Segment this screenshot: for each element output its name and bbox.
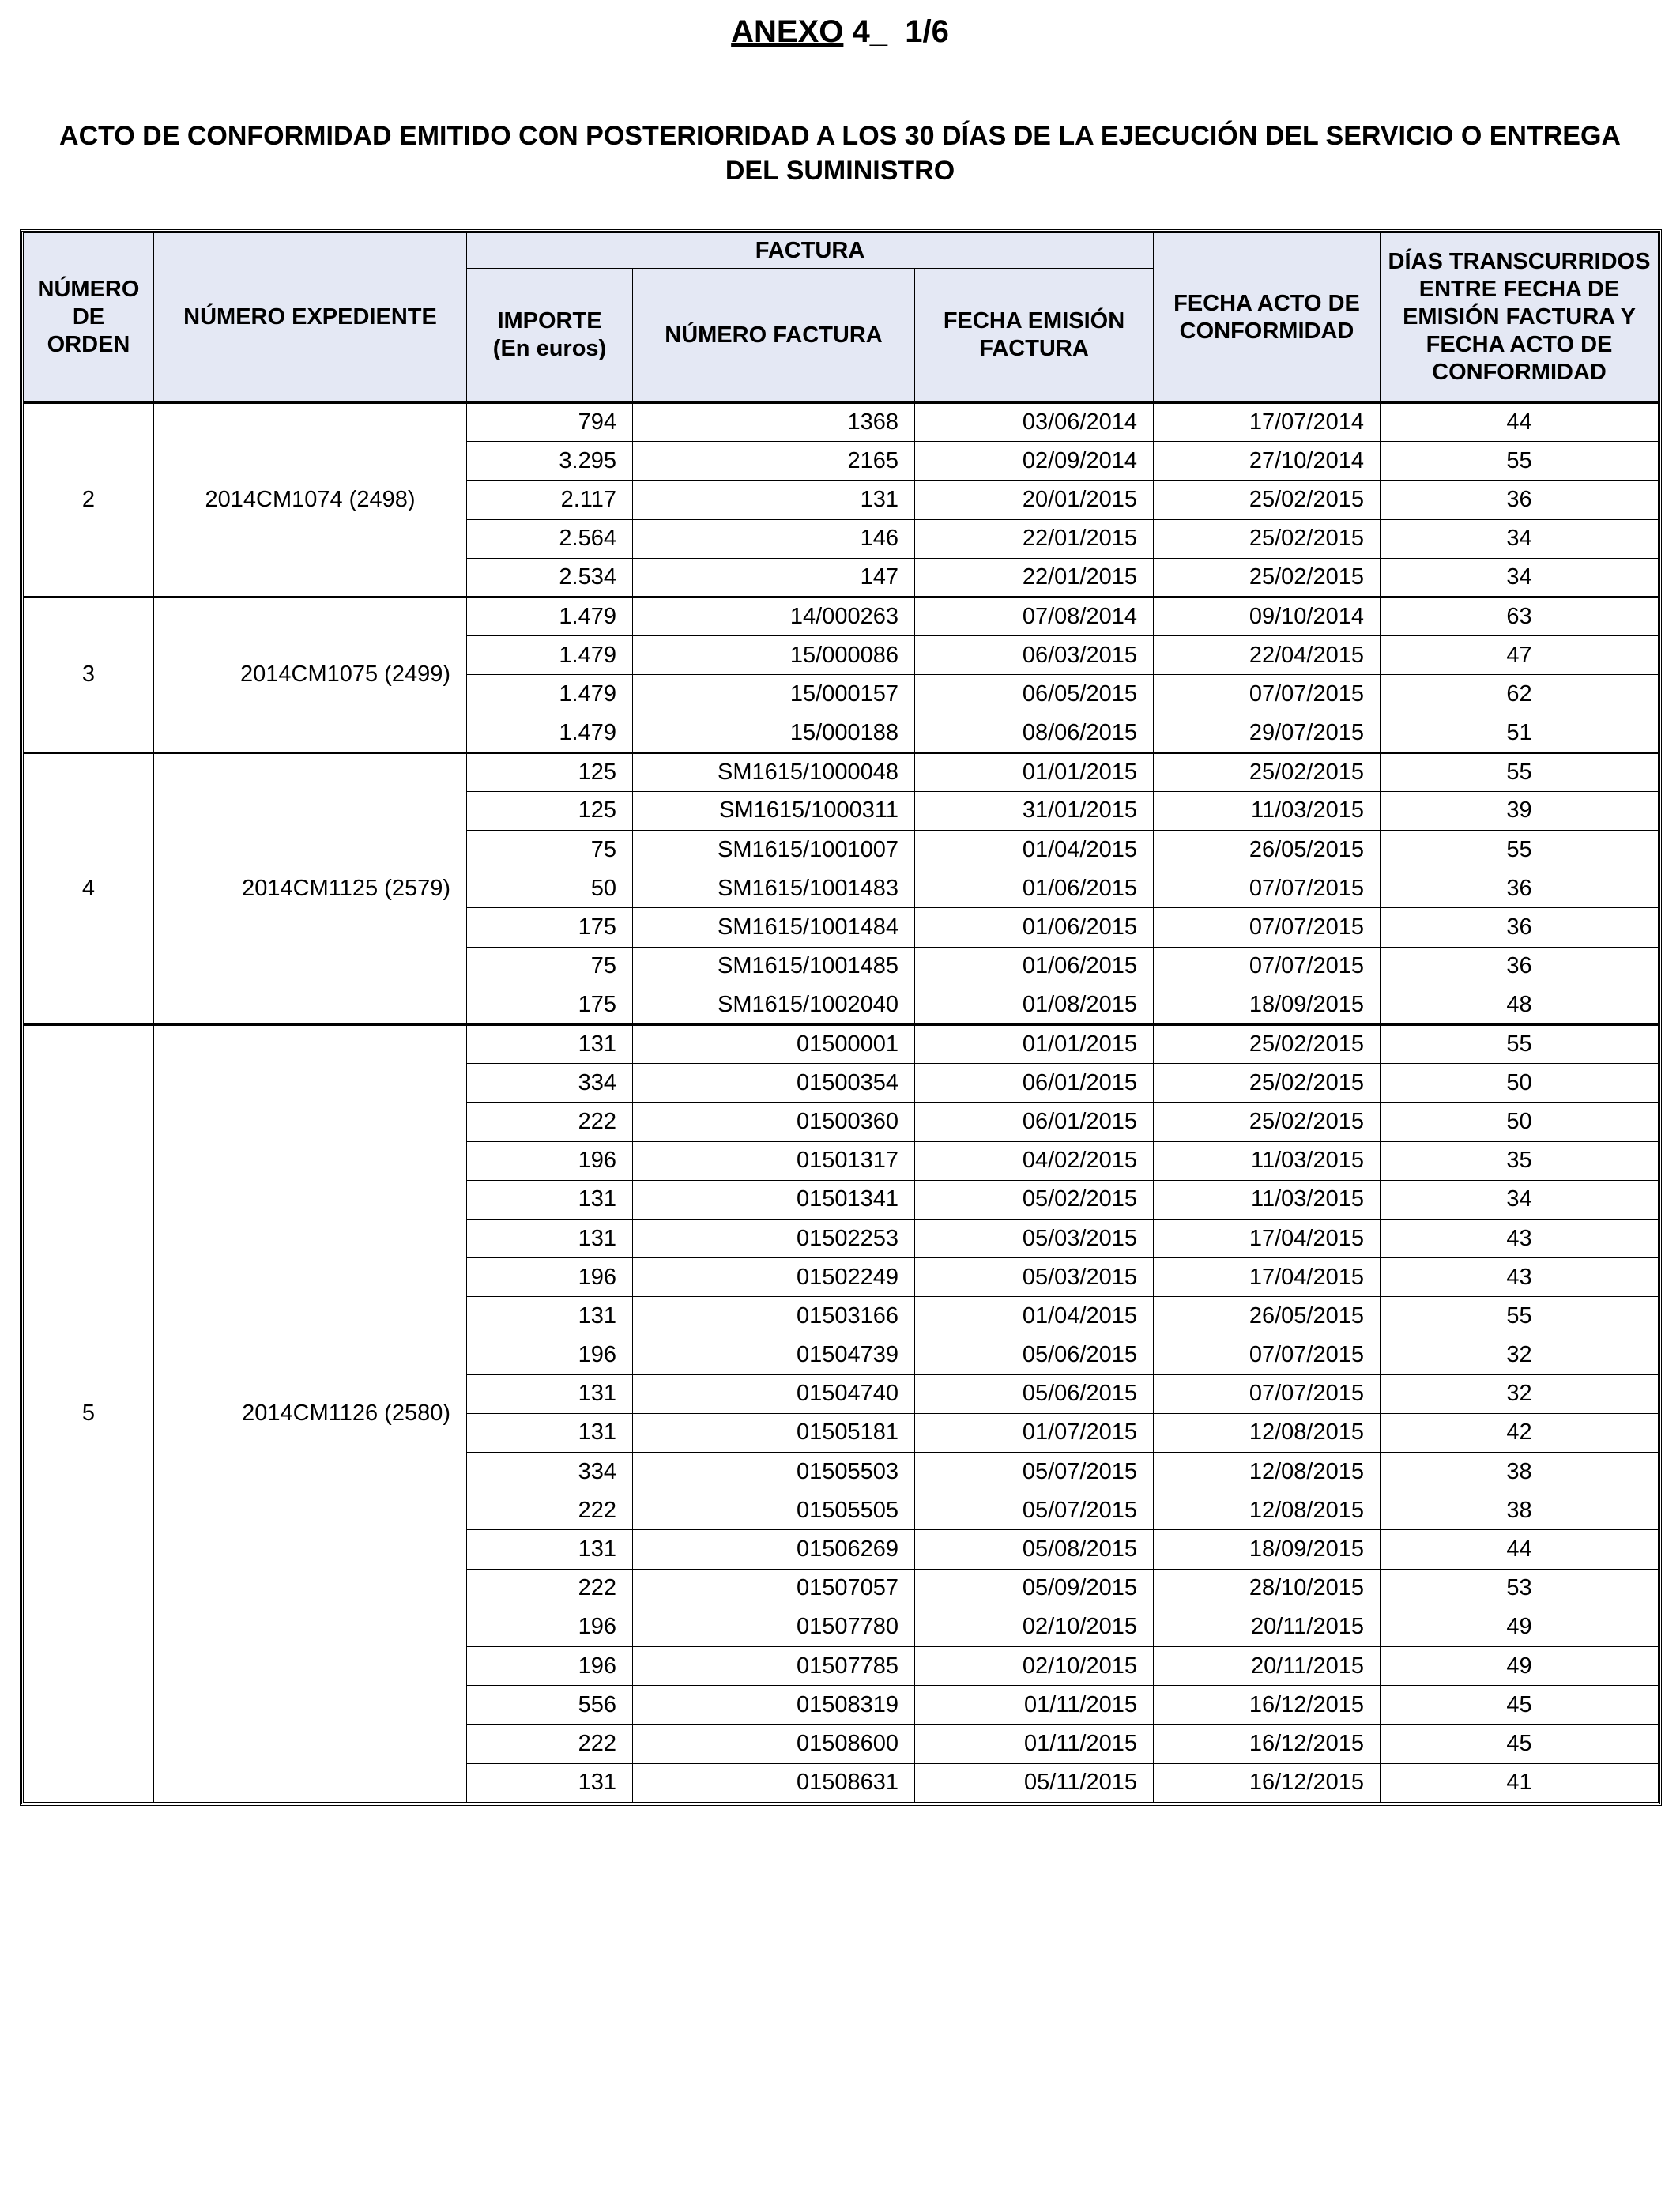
cell-numero-factura: SM1615/1000311 [633,791,915,830]
cell-fecha-emision: 08/06/2015 [915,714,1154,752]
cell-numero-factura: 01505505 [633,1491,915,1530]
header-factura: FACTURA [467,233,1154,269]
cell-importe: 3.295 [467,442,633,481]
cell-dias: 50 [1381,1103,1659,1141]
cell-fecha-acto: 12/08/2015 [1154,1413,1381,1452]
cell-numero-factura: 14/000263 [633,597,915,635]
cell-dias: 36 [1381,869,1659,908]
cell-numero-factura: SM1615/1000048 [633,752,915,791]
cell-fecha-acto: 16/12/2015 [1154,1763,1381,1802]
cell-numero-factura: 01504740 [633,1374,915,1413]
cell-fecha-acto: 17/07/2014 [1154,403,1381,442]
annex-label: ANEXO [731,14,844,49]
cell-fecha-emision: 31/01/2015 [915,791,1154,830]
cell-fecha-emision: 06/05/2015 [915,675,1154,714]
cell-numero-factura: 146 [633,519,915,558]
cell-fecha-acto: 28/10/2015 [1154,1569,1381,1608]
cell-importe: 131 [467,1530,633,1569]
cell-importe: 50 [467,869,633,908]
table-row [24,752,1659,791]
cell-importe: 131 [467,1025,633,1064]
cell-dias: 51 [1381,714,1659,752]
cell-fecha-emision: 05/03/2015 [915,1219,1154,1257]
cell-fecha-emision: 05/02/2015 [915,1180,1154,1219]
cell-dias: 38 [1381,1491,1659,1530]
cell-numero-orden: 4 [24,752,154,1024]
cell-dias: 44 [1381,403,1659,442]
cell-numero-factura: SM1615/1001483 [633,869,915,908]
cell-fecha-emision: 06/01/2015 [915,1103,1154,1141]
cell-dias: 43 [1381,1258,1659,1297]
cell-numero-factura: 01502249 [633,1258,915,1297]
cell-fecha-emision: 04/02/2015 [915,1141,1154,1180]
cell-dias: 63 [1381,597,1659,635]
cell-numero-factura: 01506269 [633,1530,915,1569]
cell-numero-orden: 3 [24,597,154,752]
cell-dias: 55 [1381,752,1659,791]
cell-numero-factura: 131 [633,481,915,519]
cell-fecha-emision: 01/11/2015 [915,1686,1154,1725]
cell-dias: 55 [1381,831,1659,869]
cell-importe: 196 [467,1141,633,1180]
cell-dias: 38 [1381,1453,1659,1491]
cell-importe: 131 [467,1413,633,1452]
cell-importe: 125 [467,752,633,791]
cell-numero-factura: SM1615/1001484 [633,908,915,947]
annex-page: 4_ 1/6 [843,14,949,49]
cell-importe: 222 [467,1103,633,1141]
cell-fecha-acto: 07/07/2015 [1154,869,1381,908]
cell-importe: 556 [467,1686,633,1725]
cell-dias: 48 [1381,986,1659,1024]
cell-numero-expediente: 2014CM1074 (2498) [154,403,467,598]
expediente-group [24,1025,1659,1803]
cell-fecha-acto: 12/08/2015 [1154,1491,1381,1530]
cell-fecha-acto: 18/09/2015 [1154,986,1381,1024]
cell-fecha-acto: 25/02/2015 [1154,558,1381,597]
cell-fecha-emision: 02/10/2015 [915,1647,1154,1686]
cell-numero-factura: 01501341 [633,1180,915,1219]
cell-fecha-acto: 07/07/2015 [1154,675,1381,714]
cell-numero-factura: 01507057 [633,1569,915,1608]
cell-importe: 131 [467,1180,633,1219]
cell-numero-factura: 15/000086 [633,636,915,675]
cell-fecha-acto: 17/04/2015 [1154,1258,1381,1297]
cell-fecha-emision: 02/09/2014 [915,442,1154,481]
invoice-table [23,232,1659,1803]
cell-importe: 196 [467,1336,633,1374]
cell-importe: 75 [467,947,633,986]
cell-numero-factura: 01501317 [633,1141,915,1180]
cell-fecha-acto: 25/02/2015 [1154,752,1381,791]
cell-importe: 794 [467,403,633,442]
cell-numero-factura: 01502253 [633,1219,915,1257]
cell-importe: 334 [467,1453,633,1491]
table-row [24,403,1659,442]
cell-fecha-acto: 11/03/2015 [1154,791,1381,830]
cell-fecha-emision: 02/10/2015 [915,1608,1154,1646]
cell-dias: 50 [1381,1064,1659,1103]
cell-fecha-emision: 01/07/2015 [915,1413,1154,1452]
cell-fecha-emision: 05/09/2015 [915,1569,1154,1608]
cell-dias: 55 [1381,1297,1659,1336]
cell-importe: 131 [467,1297,633,1336]
cell-dias: 44 [1381,1530,1659,1569]
cell-fecha-emision: 06/01/2015 [915,1064,1154,1103]
header-importe-unit: (En euros) [492,336,607,361]
cell-importe: 196 [467,1258,633,1297]
header-numero-expediente: NÚMERO EXPEDIENTE [154,233,467,403]
cell-importe: 75 [467,831,633,869]
cell-fecha-emision: 05/07/2015 [915,1453,1154,1491]
cell-fecha-acto: 25/02/2015 [1154,481,1381,519]
cell-numero-factura: SM1615/1002040 [633,986,915,1024]
cell-dias: 62 [1381,675,1659,714]
cell-importe: 1.479 [467,597,633,635]
cell-fecha-acto: 20/11/2015 [1154,1647,1381,1686]
cell-numero-factura: SM1615/1001007 [633,831,915,869]
cell-numero-factura: 01507780 [633,1608,915,1646]
cell-dias: 36 [1381,908,1659,947]
cell-fecha-acto: 16/12/2015 [1154,1725,1381,1763]
header-importe [467,269,633,403]
table-row [24,597,1659,635]
cell-numero-factura: 147 [633,558,915,597]
cell-fecha-acto: 07/07/2015 [1154,1336,1381,1374]
cell-dias: 34 [1381,519,1659,558]
cell-fecha-emision: 05/03/2015 [915,1258,1154,1297]
cell-fecha-emision: 05/08/2015 [915,1530,1154,1569]
cell-dias: 55 [1381,442,1659,481]
cell-numero-expediente: 2014CM1075 (2499) [154,597,467,752]
cell-dias: 39 [1381,791,1659,830]
cell-fecha-emision: 05/06/2015 [915,1374,1154,1413]
cell-importe: 131 [467,1374,633,1413]
cell-importe: 222 [467,1725,633,1763]
cell-importe: 125 [467,791,633,830]
cell-numero-factura: 15/000188 [633,714,915,752]
cell-fecha-acto: 26/05/2015 [1154,831,1381,869]
cell-dias: 36 [1381,481,1659,519]
cell-fecha-emision: 01/06/2015 [915,908,1154,947]
expediente-group [24,597,1659,752]
cell-fecha-acto: 07/07/2015 [1154,908,1381,947]
cell-dias: 43 [1381,1219,1659,1257]
cell-dias: 49 [1381,1608,1659,1646]
header-importe-label: IMPORTE [497,308,602,334]
cell-numero-orden: 2 [24,403,154,598]
document-title: ACTO DE CONFORMIDAD EMITIDO CON POSTERIORIDAD A LOS 30 DÍAS DE LA EJECUCIÓN DEL SERVICIO O ENTREGA DEL SUMINISTRO [59,121,1621,186]
cell-dias: 53 [1381,1569,1659,1608]
cell-fecha-acto: 07/07/2015 [1154,947,1381,986]
cell-dias: 32 [1381,1336,1659,1374]
invoice-table-frame [20,229,1662,1806]
cell-fecha-acto: 17/04/2015 [1154,1219,1381,1257]
header-dias: DÍAS TRANSCURRIDOS ENTRE FECHA DE EMISIÓN FACTURA Y FECHA ACTO DE CONFORMIDAD [1381,233,1659,403]
cell-fecha-emision: 05/06/2015 [915,1336,1154,1374]
cell-fecha-emision: 20/01/2015 [915,481,1154,519]
cell-fecha-emision: 06/03/2015 [915,636,1154,675]
cell-fecha-emision: 01/06/2015 [915,947,1154,986]
header-numero-orden: NÚMERO DE ORDEN [24,233,154,403]
cell-importe: 222 [467,1491,633,1530]
cell-fecha-acto: 07/07/2015 [1154,1374,1381,1413]
cell-numero-factura: 01500001 [633,1025,915,1064]
header-numero-factura: NÚMERO FACTURA [633,269,915,403]
cell-numero-factura: 1368 [633,403,915,442]
header-fecha-emision: FECHA EMISIÓN FACTURA [915,269,1154,403]
table-row [24,1025,1659,1064]
cell-dias: 47 [1381,636,1659,675]
cell-fecha-acto: 12/08/2015 [1154,1453,1381,1491]
cell-fecha-emision: 01/06/2015 [915,869,1154,908]
cell-fecha-acto: 11/03/2015 [1154,1141,1381,1180]
cell-importe: 2.564 [467,519,633,558]
cell-importe: 196 [467,1608,633,1646]
cell-fecha-acto: 29/07/2015 [1154,714,1381,752]
cell-dias: 55 [1381,1025,1659,1064]
cell-dias: 34 [1381,1180,1659,1219]
cell-numero-factura: 15/000157 [633,675,915,714]
cell-fecha-emision: 01/11/2015 [915,1725,1154,1763]
cell-fecha-emision: 01/04/2015 [915,831,1154,869]
cell-fecha-acto: 16/12/2015 [1154,1686,1381,1725]
cell-fecha-acto: 22/04/2015 [1154,636,1381,675]
cell-numero-factura: 01507785 [633,1647,915,1686]
cell-dias: 41 [1381,1763,1659,1802]
cell-importe: 131 [467,1763,633,1802]
cell-importe: 222 [467,1569,633,1608]
cell-dias: 49 [1381,1647,1659,1686]
cell-fecha-emision: 05/07/2015 [915,1491,1154,1530]
cell-fecha-emision: 05/11/2015 [915,1763,1154,1802]
cell-importe: 1.479 [467,714,633,752]
cell-fecha-acto: 27/10/2014 [1154,442,1381,481]
cell-numero-factura: 01505181 [633,1413,915,1452]
cell-numero-factura: 01508631 [633,1763,915,1802]
annex-heading [0,14,1680,50]
cell-numero-factura: 01508600 [633,1725,915,1763]
cell-importe: 334 [467,1064,633,1103]
cell-importe: 196 [467,1647,633,1686]
cell-fecha-emision: 01/01/2015 [915,752,1154,791]
cell-fecha-emision: 01/01/2015 [915,1025,1154,1064]
cell-numero-expediente: 2014CM1126 (2580) [154,1025,467,1803]
cell-numero-factura: 01500354 [633,1064,915,1103]
cell-fecha-acto: 26/05/2015 [1154,1297,1381,1336]
cell-dias: 34 [1381,558,1659,597]
cell-dias: 42 [1381,1413,1659,1452]
cell-fecha-acto: 11/03/2015 [1154,1180,1381,1219]
cell-fecha-emision: 22/01/2015 [915,519,1154,558]
cell-fecha-emision: 01/08/2015 [915,986,1154,1024]
cell-importe: 1.479 [467,675,633,714]
expediente-group [24,403,1659,598]
cell-numero-expediente: 2014CM1125 (2579) [154,752,467,1024]
cell-numero-factura: 01503166 [633,1297,915,1336]
cell-importe: 1.479 [467,636,633,675]
cell-fecha-acto: 25/02/2015 [1154,1025,1381,1064]
cell-importe: 175 [467,986,633,1024]
cell-fecha-emision: 07/08/2014 [915,597,1154,635]
cell-fecha-emision: 01/04/2015 [915,1297,1154,1336]
cell-fecha-acto: 25/02/2015 [1154,519,1381,558]
cell-numero-factura: 01508319 [633,1686,915,1725]
cell-numero-factura: SM1615/1001485 [633,947,915,986]
cell-numero-factura: 01505503 [633,1453,915,1491]
cell-numero-factura: 2165 [633,442,915,481]
cell-importe: 175 [467,908,633,947]
cell-fecha-acto: 09/10/2014 [1154,597,1381,635]
expediente-group [24,752,1659,1024]
cell-dias: 45 [1381,1725,1659,1763]
cell-fecha-acto: 25/02/2015 [1154,1064,1381,1103]
cell-numero-factura: 01500360 [633,1103,915,1141]
cell-importe: 131 [467,1219,633,1257]
cell-numero-orden: 5 [24,1025,154,1803]
cell-dias: 35 [1381,1141,1659,1180]
cell-fecha-emision: 03/06/2014 [915,403,1154,442]
cell-fecha-emision: 22/01/2015 [915,558,1154,597]
cell-fecha-acto: 25/02/2015 [1154,1103,1381,1141]
cell-importe: 2.534 [467,558,633,597]
cell-dias: 32 [1381,1374,1659,1413]
cell-importe: 2.117 [467,481,633,519]
cell-dias: 36 [1381,947,1659,986]
cell-dias: 45 [1381,1686,1659,1725]
cell-fecha-acto: 18/09/2015 [1154,1530,1381,1569]
cell-numero-factura: 01504739 [633,1336,915,1374]
header-fecha-acto: FECHA ACTO DE CONFORMIDAD [1154,233,1381,403]
cell-fecha-acto: 20/11/2015 [1154,1608,1381,1646]
